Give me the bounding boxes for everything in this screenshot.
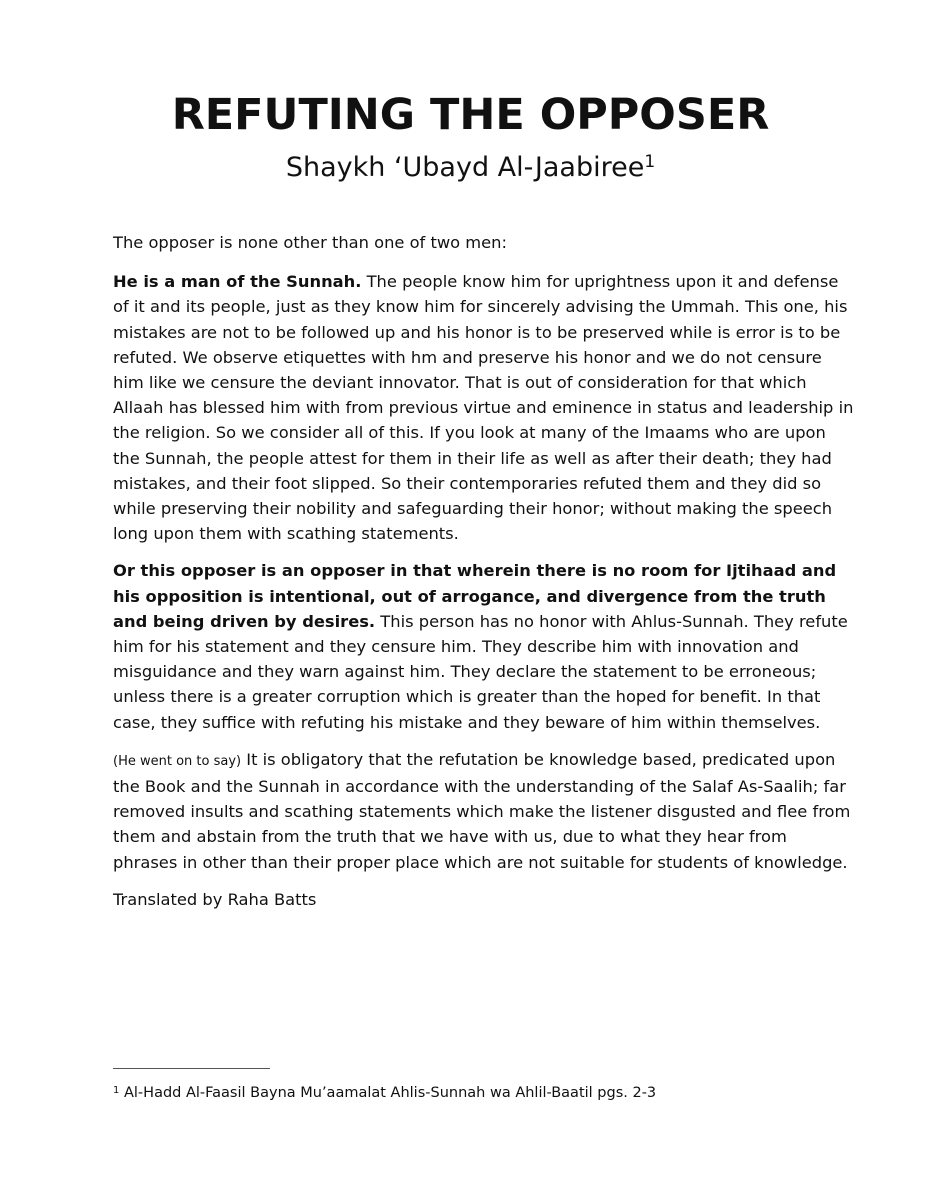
footnote-divider — [113, 1068, 270, 1069]
footnote-text: Al-Hadd Al-Faasil Bayna Mu’aamalat Ahlis-Sunnah wa Ahlil-Baatil pgs. 2-3 — [119, 1085, 657, 1101]
intro-paragraph: The opposer is none other than one of two men: — [113, 233, 507, 252]
paragraph-refutation-guidance — [113, 747, 855, 875]
paragraph-body: This person has no honor with Ahlus-Sunnah. They refute him for his statement and they censure him. They describe him with innovation and misguidance and they warn against him. They declare the statement to be erroneous; unless there is a greater corruption which is greater than the hoped for benefit. In that case, they suffice with refuting his mistake and they beware of him within themselves. — [113, 611, 848, 732]
paragraph-note: (He went on to say) — [113, 753, 242, 769]
paragraph-lead-bold: Or this opposer is an opposer in that wherein there is no room for Ijtihaad and his opposition is intentional, out of arrogance, and divergence from the truth and being driven by desires. — [113, 561, 837, 631]
paragraph-body: The people know him for uprightness upon it and defense of it and its people, just as they know him for sincerely advising the Ummah. This one, his mistakes are not to be followed up and his honor is to be preserved while is error is to be refuted. We observe etiquettes with hm and preserve his honor and we do not censure him like we censure the deviant innovator. That is out of consideration for that which Allaah has blessed him with from previous virtue and eminence in status and leadership in the religion. So we consider all of this. If you look at many of the Imaams who are upon the Sunnah, the people attest for them in their life as well as after their death; they had mistakes, and their foot slipped. So their contemporaries refuted them and they did so while preserving their nobility and safeguarding their honor; without making the speech long upon them with scathing statements. — [113, 272, 854, 544]
footnote-marker: 1 — [113, 1085, 120, 1096]
translator-credit: Translated by Raha Batts — [113, 889, 317, 909]
page-title: REFUTING THE OPPOSER — [171, 90, 770, 140]
article-body — [113, 230, 855, 924]
paragraph-lead-bold: He is a man of the Sunnah. — [113, 272, 362, 292]
author-subtitle — [0, 148, 941, 188]
footnote — [113, 1082, 855, 1104]
paragraph-intentional-opposer — [113, 558, 855, 734]
paragraph-man-of-sunnah — [113, 269, 855, 546]
footnote-reference[interactable]: 1 — [644, 152, 656, 172]
paragraph-body: It is obligatory that the refutation be knowledge based, predicated upon the Book and the Sunnah in accordance with the understanding of the Salaf As-Saalih; far removed insults and scathing statements which make the listener disgusted and flee from them and abstain from the truth that we have with us, due to what they hear from phrases in other than their proper place which are not suitable for students of knowledge. — [113, 749, 851, 872]
author-name: Shaykh ‘Ubayd Al-Jaabiree — [285, 152, 645, 183]
